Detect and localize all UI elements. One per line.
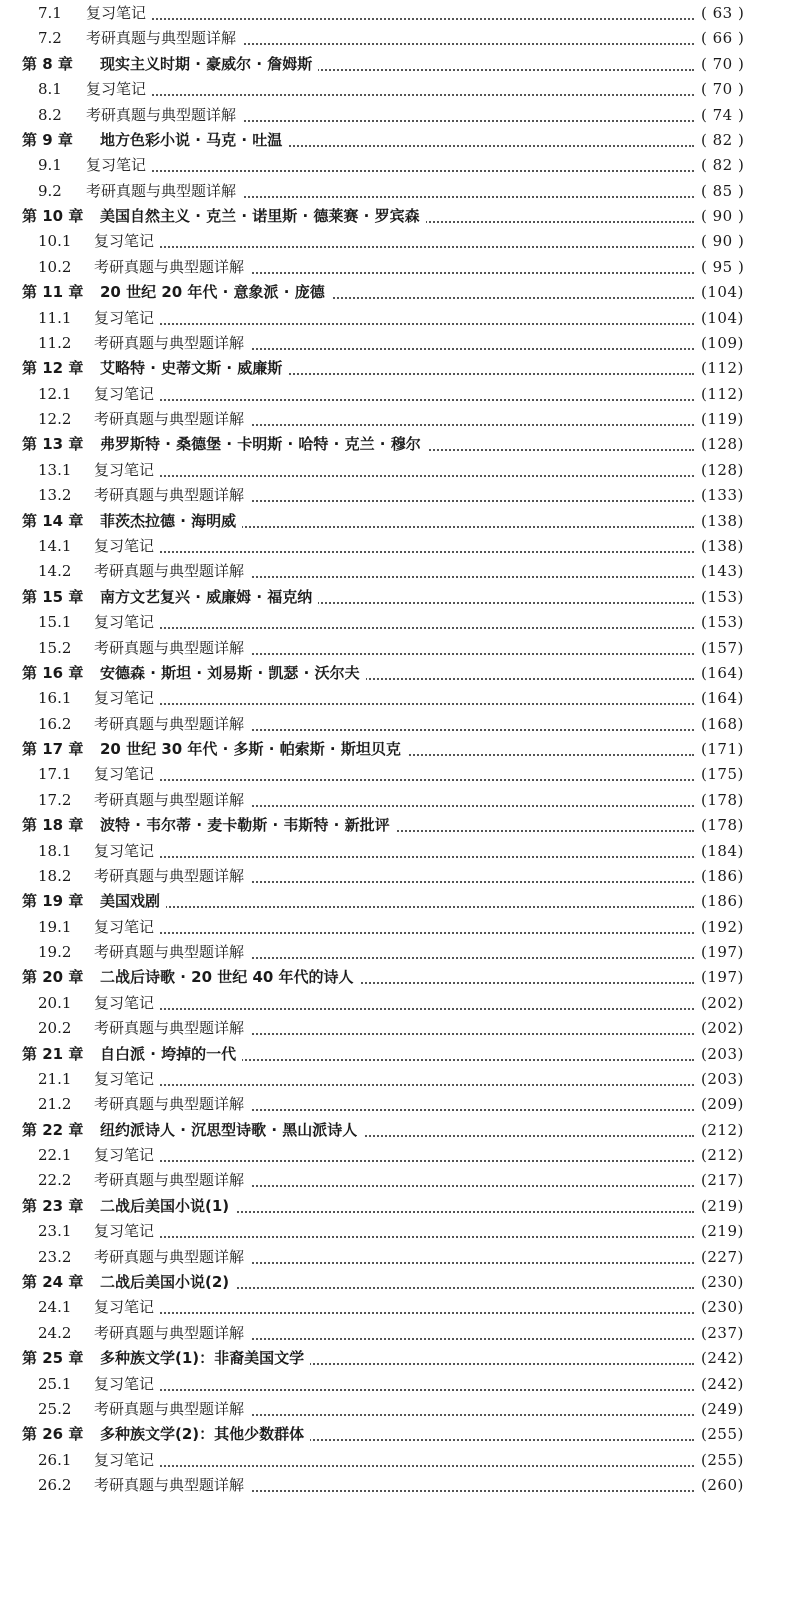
chapter-number: 第 8 章: [22, 54, 73, 73]
toc-section-entry[interactable]: [0, 1220, 790, 1242]
page-number: (128): [697, 433, 757, 455]
chapter-title: 二战后诗歌 · 20 世纪 40 年代的诗人: [100, 968, 354, 987]
toc-entry-title: [22, 814, 396, 836]
page-number: (104): [697, 281, 757, 303]
toc-section-entry[interactable]: [0, 941, 790, 963]
toc-section-entry[interactable]: [0, 865, 790, 887]
chapter-title: 艾略特 · 史蒂文斯 · 威廉斯: [100, 359, 283, 378]
page-number: ( 90 ): [697, 205, 757, 227]
section-title: 考研真题与典型题详解: [94, 486, 245, 505]
chapter-title: 纽约派诗人 · 沉思型诗歌 · 黑山派诗人: [100, 1120, 358, 1139]
section-number: 9.2: [38, 181, 62, 200]
section-title: 复习笔记: [94, 308, 155, 327]
page-number: (202): [697, 1017, 757, 1039]
section-number: 8.2: [38, 105, 62, 124]
chapter-number: 第 17 章: [22, 740, 84, 759]
section-number: 10.1: [38, 232, 72, 251]
toc-entry-title: [38, 332, 250, 354]
page-number: ( 82 ): [697, 154, 757, 176]
toc-section-entry[interactable]: [0, 27, 790, 49]
toc-entry-title: [22, 738, 407, 760]
page-number: (164): [697, 687, 757, 709]
toc-section-entry[interactable]: [0, 1398, 790, 1420]
chapter-number: 第 16 章: [22, 663, 84, 682]
page-number: (186): [697, 890, 757, 912]
toc-section-entry[interactable]: [0, 1449, 790, 1471]
toc-entry-title: [38, 1169, 250, 1191]
toc-chapter-entry[interactable]: [0, 510, 790, 532]
chapter-number: 第 15 章: [22, 587, 84, 606]
page-number: (178): [697, 814, 757, 836]
toc-entry-title: [38, 1220, 160, 1242]
toc-chapter-entry[interactable]: [0, 738, 790, 760]
page-number: (197): [697, 966, 757, 988]
toc-entry-title: [22, 1271, 235, 1293]
page-number: (230): [697, 1296, 757, 1318]
section-title: 考研真题与典型题详解: [94, 1095, 245, 1114]
section-title: 考研真题与典型题详解: [86, 181, 237, 200]
chapter-title: 20 世纪 30 年代 · 多斯 · 帕索斯 · 斯坦贝克: [100, 740, 401, 759]
section-number: 17.1: [38, 765, 72, 784]
section-number: 23.2: [38, 1247, 72, 1266]
toc-entry-title: [22, 53, 318, 75]
section-number: 24.2: [38, 1323, 72, 1342]
section-number: 12.2: [38, 410, 72, 429]
toc-entry-title: [38, 992, 160, 1014]
section-title: 复习笔记: [94, 689, 155, 708]
chapter-title: 现实主义时期 · 豪威尔 · 詹姆斯: [100, 54, 313, 73]
section-number: 17.2: [38, 790, 72, 809]
toc-chapter-entry[interactable]: [0, 890, 790, 912]
section-number: 13.1: [38, 460, 72, 479]
toc-entry-title: [22, 205, 426, 227]
toc-entry-title: [38, 180, 242, 202]
toc-entry-title: [38, 941, 250, 963]
page-number: (217): [697, 1169, 757, 1191]
section-number: 18.2: [38, 866, 72, 885]
page-number: (119): [697, 408, 757, 430]
toc-entry-title: [38, 383, 160, 405]
chapter-number: 第 14 章: [22, 511, 84, 530]
section-number: 21.2: [38, 1095, 72, 1114]
chapter-number: 第 22 章: [22, 1120, 84, 1139]
toc-entry-title: [22, 281, 331, 303]
page-number: ( 63 ): [697, 2, 757, 24]
section-number: 20.1: [38, 993, 72, 1012]
toc-entry-title: [38, 1373, 160, 1395]
toc-entry-title: [22, 433, 427, 455]
page-number: (109): [697, 332, 757, 354]
page-number: (219): [697, 1195, 757, 1217]
toc-chapter-entry[interactable]: [0, 1271, 790, 1293]
toc-entry-title: [38, 1449, 160, 1471]
page-number: (197): [697, 941, 757, 963]
section-number: 10.2: [38, 257, 72, 276]
toc-entry-title: [38, 459, 160, 481]
toc-entry-title: [38, 865, 250, 887]
toc-chapter-entry[interactable]: [0, 433, 790, 455]
section-number: 25.2: [38, 1399, 72, 1418]
section-title: 考研真题与典型题详解: [94, 562, 245, 581]
toc-entry-title: [38, 230, 160, 252]
toc-entry-title: [22, 1119, 363, 1141]
toc-entry-title: [38, 916, 160, 938]
page-number: (128): [697, 459, 757, 481]
section-title: 复习笔记: [94, 1069, 155, 1088]
page-number: ( 95 ): [697, 256, 757, 278]
page-number: (164): [697, 662, 757, 684]
toc-entry-title: [38, 840, 160, 862]
section-number: 16.1: [38, 689, 72, 708]
chapter-title: 地方色彩小说 · 马克 · 吐温: [100, 130, 283, 149]
toc-entry-title: [22, 1347, 310, 1369]
toc-entry-title: [38, 408, 250, 430]
page-number: (209): [697, 1093, 757, 1115]
section-number: 19.2: [38, 943, 72, 962]
page-number: (138): [697, 535, 757, 557]
page-number: (249): [697, 1398, 757, 1420]
toc-chapter-entry[interactable]: [0, 205, 790, 227]
page-number: (203): [697, 1068, 757, 1090]
section-title: 复习笔记: [94, 841, 155, 860]
section-number: 11.2: [38, 333, 72, 352]
toc-section-entry[interactable]: [0, 1474, 790, 1496]
section-number: 24.1: [38, 1298, 72, 1317]
toc-chapter-entry[interactable]: [0, 1195, 790, 1217]
toc-section-entry[interactable]: [0, 230, 790, 252]
page-number: (138): [697, 510, 757, 532]
section-title: 考研真题与典型题详解: [94, 1247, 245, 1266]
section-number: 9.1: [38, 156, 62, 175]
page-number: (175): [697, 763, 757, 785]
toc-entry-title: [38, 307, 160, 329]
page-number: (255): [697, 1449, 757, 1471]
page-number: (237): [697, 1322, 757, 1344]
toc-entry-title: [38, 637, 250, 659]
section-title: 复习笔记: [94, 993, 155, 1012]
section-title: 考研真题与典型题详解: [94, 714, 245, 733]
chapter-number: 第 9 章: [22, 130, 73, 149]
toc-section-entry[interactable]: [0, 1017, 790, 1039]
page-number: (227): [697, 1246, 757, 1268]
toc-chapter-entry[interactable]: [0, 662, 790, 684]
toc-entry-title: [38, 687, 160, 709]
page-number: (178): [697, 789, 757, 811]
section-title: 考研真题与典型题详解: [94, 638, 245, 657]
page-number: ( 70 ): [697, 53, 757, 75]
toc-entry-title: [38, 104, 242, 126]
toc-chapter-entry[interactable]: [0, 129, 790, 151]
section-title: 复习笔记: [94, 1374, 155, 1393]
toc-section-entry[interactable]: [0, 332, 790, 354]
chapter-number: 第 21 章: [22, 1044, 84, 1063]
chapter-number: 第 13 章: [22, 435, 84, 454]
chapter-title: 南方文艺复兴 · 威廉姆 · 福克纳: [100, 587, 313, 606]
section-title: 考研真题与典型题详解: [94, 1399, 245, 1418]
section-title: 复习笔记: [94, 613, 155, 632]
toc-entry-title: [38, 1322, 250, 1344]
section-number: 16.2: [38, 714, 72, 733]
section-number: 15.1: [38, 613, 72, 632]
section-number: 7.1: [38, 4, 62, 22]
toc-entry-title: [38, 1017, 250, 1039]
toc-section-entry[interactable]: [0, 459, 790, 481]
toc-entry-title: [38, 1144, 160, 1166]
dot-leader: [60, 94, 694, 96]
toc-section-entry[interactable]: [0, 637, 790, 659]
page-number: (143): [697, 560, 757, 582]
toc-section-entry[interactable]: [0, 560, 790, 582]
toc-section-entry[interactable]: [0, 992, 790, 1014]
page-number: (260): [697, 1474, 757, 1496]
toc-entry-title: [22, 1423, 310, 1445]
toc-entry-title: [38, 611, 160, 633]
toc-section-entry[interactable]: [0, 256, 790, 278]
section-number: 14.1: [38, 536, 72, 555]
chapter-number: 第 25 章: [22, 1349, 84, 1368]
toc-section-entry[interactable]: [0, 383, 790, 405]
section-title: 考研真题与典型题详解: [86, 105, 237, 124]
section-title: 复习笔记: [94, 1146, 155, 1165]
toc-entry-title: [38, 1246, 250, 1268]
section-number: 22.2: [38, 1171, 72, 1190]
section-number: 25.1: [38, 1374, 72, 1393]
section-title: 考研真题与典型题详解: [94, 1171, 245, 1190]
page-number: (171): [697, 738, 757, 760]
toc-entry-title: [22, 890, 166, 912]
section-number: 26.2: [38, 1476, 72, 1495]
toc-section-entry[interactable]: [0, 154, 790, 176]
page-number: (186): [697, 865, 757, 887]
toc-section-entry[interactable]: [0, 1169, 790, 1191]
toc-section-entry[interactable]: [0, 307, 790, 329]
toc-chapter-entry[interactable]: [0, 1423, 790, 1445]
section-title: 考研真题与典型题详解: [94, 943, 245, 962]
toc-section-entry[interactable]: [0, 2, 790, 24]
toc-entry-title: [22, 1043, 242, 1065]
section-number: 7.2: [38, 29, 62, 48]
toc-entry-title: [38, 2, 152, 24]
toc-section-entry[interactable]: [0, 1322, 790, 1344]
page-number: (112): [697, 357, 757, 379]
chapter-title: 安德森 · 斯坦 · 刘易斯 · 凯瑟 · 沃尔夫: [100, 663, 360, 682]
toc-entry-title: [22, 966, 360, 988]
section-number: 19.1: [38, 917, 72, 936]
section-title: 考研真题与典型题详解: [94, 1019, 245, 1038]
toc-entry-title: [38, 535, 160, 557]
toc-chapter-entry[interactable]: [0, 1347, 790, 1369]
toc-entry-title: [38, 1093, 250, 1115]
page-number: (153): [697, 586, 757, 608]
section-title: 复习笔记: [94, 1222, 155, 1241]
toc-section-entry[interactable]: [0, 1144, 790, 1166]
toc-section-entry[interactable]: [0, 484, 790, 506]
section-number: 14.2: [38, 562, 72, 581]
section-title: 复习笔记: [94, 1450, 155, 1469]
section-title: 考研真题与典型题详解: [94, 1476, 245, 1495]
toc-entry-title: [38, 713, 250, 735]
toc-section-entry[interactable]: [0, 1068, 790, 1090]
toc-section-entry[interactable]: [0, 611, 790, 633]
chapter-number: 第 26 章: [22, 1425, 84, 1444]
chapter-number: 第 10 章: [22, 207, 84, 226]
page-number: (242): [697, 1373, 757, 1395]
page-number: (202): [697, 992, 757, 1014]
chapter-title: 菲茨杰拉德 · 海明威: [100, 511, 237, 530]
chapter-title: 二战后美国小说(2): [100, 1273, 230, 1291]
page-number: (104): [697, 307, 757, 329]
section-number: 22.1: [38, 1146, 72, 1165]
toc-entry-title: [22, 510, 242, 532]
toc-chapter-entry[interactable]: [0, 1043, 790, 1065]
section-title: 复习笔记: [94, 1298, 155, 1317]
chapter-title: 波特 · 韦尔蒂 · 麦卡勒斯 · 韦斯特 · 新批评: [100, 816, 390, 835]
page-number: (203): [697, 1043, 757, 1065]
toc-chapter-entry[interactable]: [0, 53, 790, 75]
toc-chapter-entry[interactable]: [0, 1119, 790, 1141]
toc-chapter-entry[interactable]: [0, 586, 790, 608]
section-title: 考研真题与典型题详解: [94, 410, 245, 429]
toc-entry-title: [22, 129, 288, 151]
toc-entry-title: [38, 1398, 250, 1420]
toc-chapter-entry[interactable]: [0, 814, 790, 836]
toc-entry-title: [38, 1296, 160, 1318]
section-number: 15.2: [38, 638, 72, 657]
toc-entry-title: [38, 1068, 160, 1090]
chapter-title: 美国戏剧: [100, 892, 161, 911]
toc-section-entry[interactable]: [0, 408, 790, 430]
chapter-title: 多种族文学(1)：非裔美国文学: [100, 1349, 305, 1368]
section-title: 考研真题与典型题详解: [94, 790, 245, 809]
section-title: 复习笔记: [94, 917, 155, 936]
page-number: (192): [697, 916, 757, 938]
page-number: ( 82 ): [697, 129, 757, 151]
chapter-number: 第 23 章: [22, 1196, 84, 1215]
chapter-title: 二战后美国小说(1): [100, 1196, 230, 1215]
chapter-title: 弗罗斯特 · 桑德堡 · 卡明斯 · 哈特 · 克兰 · 穆尔: [100, 435, 421, 454]
section-number: 13.2: [38, 486, 72, 505]
toc-entry-title: [38, 789, 250, 811]
chapter-title: 美国自然主义 · 克兰 · 诺里斯 · 德莱赛 · 罗宾森: [100, 207, 420, 226]
page-number: (168): [697, 713, 757, 735]
toc-entry-title: [38, 1474, 250, 1496]
page-number: (157): [697, 637, 757, 659]
chapter-title: 多种族文学(2)：其他少数群体: [100, 1425, 305, 1444]
section-number: 18.1: [38, 841, 72, 860]
section-title: 考研真题与典型题详解: [94, 257, 245, 276]
page-number: ( 70 ): [697, 78, 757, 100]
section-title: 复习笔记: [94, 232, 155, 251]
dot-leader: [60, 170, 694, 172]
page-number: ( 66 ): [697, 27, 757, 49]
page-number: (112): [697, 383, 757, 405]
page-number: (212): [697, 1119, 757, 1141]
toc-section-entry[interactable]: [0, 763, 790, 785]
toc-entry-title: [38, 560, 250, 582]
section-title: 复习笔记: [86, 80, 147, 99]
chapter-number: 第 12 章: [22, 359, 84, 378]
toc-entry-title: [22, 357, 288, 379]
section-title: 复习笔记: [94, 384, 155, 403]
page-number: ( 85 ): [697, 180, 757, 202]
section-title: 复习笔记: [94, 765, 155, 784]
toc-section-entry[interactable]: [0, 104, 790, 126]
toc-entry-title: [22, 586, 318, 608]
section-number: 23.1: [38, 1222, 72, 1241]
toc-entry-title: [38, 256, 250, 278]
section-title: 考研真题与典型题详解: [94, 866, 245, 885]
chapter-number: 第 24 章: [22, 1273, 84, 1291]
section-number: 11.1: [38, 308, 72, 327]
page-number: (212): [697, 1144, 757, 1166]
section-number: 8.1: [38, 80, 62, 99]
toc-chapter-entry[interactable]: [0, 966, 790, 988]
page-number: ( 90 ): [697, 230, 757, 252]
toc-entry-title: [38, 27, 242, 49]
dot-leader: [60, 18, 694, 20]
page-number: ( 74 ): [697, 104, 757, 126]
chapter-title: 自白派 · 垮掉的一代: [100, 1044, 237, 1063]
section-number: 12.1: [38, 384, 72, 403]
page-number: (184): [697, 840, 757, 862]
toc-entry-title: [38, 763, 160, 785]
section-title: 复习笔记: [86, 156, 147, 175]
toc-section-entry[interactable]: [0, 78, 790, 100]
toc-entry-title: [38, 78, 152, 100]
toc-entry-title: [22, 662, 366, 684]
toc-section-entry[interactable]: [0, 840, 790, 862]
toc-section-entry[interactable]: [0, 687, 790, 709]
toc-section-entry[interactable]: [0, 1296, 790, 1318]
section-number: 20.2: [38, 1019, 72, 1038]
toc-section-entry[interactable]: [0, 535, 790, 557]
section-title: 考研真题与典型题详解: [94, 333, 245, 352]
page-number: (153): [697, 611, 757, 633]
toc-section-entry[interactable]: [0, 713, 790, 735]
section-title: 考研真题与典型题详解: [94, 1323, 245, 1342]
toc-chapter-entry[interactable]: [0, 281, 790, 303]
page-number: (255): [697, 1423, 757, 1445]
section-title: 复习笔记: [86, 4, 147, 22]
page-number: (230): [697, 1271, 757, 1293]
toc-chapter-entry[interactable]: [0, 357, 790, 379]
page-number: (219): [697, 1220, 757, 1242]
toc-section-entry[interactable]: [0, 180, 790, 202]
page-number: (242): [697, 1347, 757, 1369]
toc-section-entry[interactable]: [0, 789, 790, 811]
page-number: (133): [697, 484, 757, 506]
section-title: 考研真题与典型题详解: [86, 29, 237, 48]
toc-section-entry[interactable]: [0, 1373, 790, 1395]
chapter-number: 第 19 章: [22, 892, 84, 911]
toc-entry-title: [38, 484, 250, 506]
section-number: 26.1: [38, 1450, 72, 1469]
toc-section-entry[interactable]: [0, 1246, 790, 1268]
chapter-number: 第 20 章: [22, 968, 84, 987]
toc-entry-title: [22, 1195, 235, 1217]
toc-section-entry[interactable]: [0, 916, 790, 938]
toc-section-entry[interactable]: [0, 1093, 790, 1115]
toc-entry-title: [38, 154, 152, 176]
chapter-title: 20 世纪 20 年代 · 意象派 · 庞德: [100, 283, 325, 302]
section-title: 复习笔记: [94, 536, 155, 555]
section-number: 21.1: [38, 1069, 72, 1088]
section-title: 复习笔记: [94, 460, 155, 479]
chapter-number: 第 18 章: [22, 816, 84, 835]
chapter-number: 第 11 章: [22, 283, 84, 302]
